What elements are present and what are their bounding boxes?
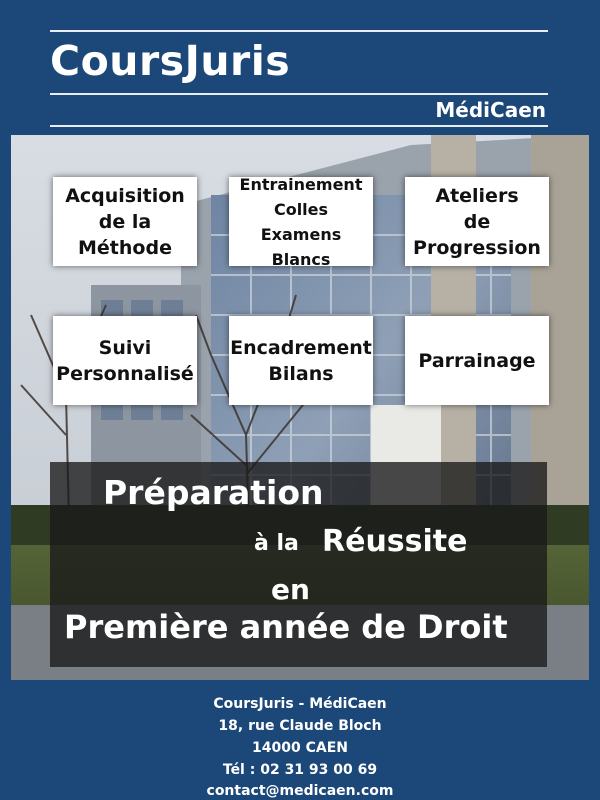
header-rule-middle — [50, 93, 548, 95]
service-label: Acquisition de la Méthode — [65, 184, 185, 259]
service-card-ateliers — [405, 177, 549, 266]
service-label: Suivi Personnalisé — [56, 336, 194, 385]
footer-email: contact@medicaen.com — [206, 783, 394, 799]
sub-brand: MédiCaen — [435, 98, 546, 122]
headline-line-2-prefix: à la — [254, 531, 299, 556]
header-rule-top — [50, 30, 548, 32]
service-card-encadrement — [229, 316, 373, 405]
headline-line-2-main: Réussite — [322, 524, 468, 559]
headline-line-3: en — [271, 573, 310, 606]
service-label: Encadrement Bilans — [230, 336, 372, 385]
service-label: Ateliers de Progression — [413, 184, 541, 259]
header-rule-bottom — [50, 125, 548, 127]
headline-line-4: Première année de Droit — [64, 608, 508, 646]
service-card-parrainage — [405, 316, 549, 405]
service-card-entrainement — [229, 174, 373, 269]
service-card-suivi — [53, 316, 197, 405]
footer-street: 18, rue Claude Bloch — [218, 718, 382, 734]
footer-name: CoursJuris - MédiCaen — [213, 696, 387, 712]
headline-line-1: Préparation — [103, 473, 324, 512]
service-label: Parrainage — [418, 349, 536, 372]
footer-phone: Tél : 02 31 93 00 69 — [222, 762, 378, 778]
header — [0, 0, 600, 135]
service-label: Entrainement Colles Examens Blancs — [239, 174, 363, 269]
footer-contact — [0, 680, 600, 800]
footer-city: 14000 CAEN — [252, 740, 348, 756]
service-card-methode — [53, 177, 197, 266]
brand-title: CoursJuris — [50, 37, 291, 85]
